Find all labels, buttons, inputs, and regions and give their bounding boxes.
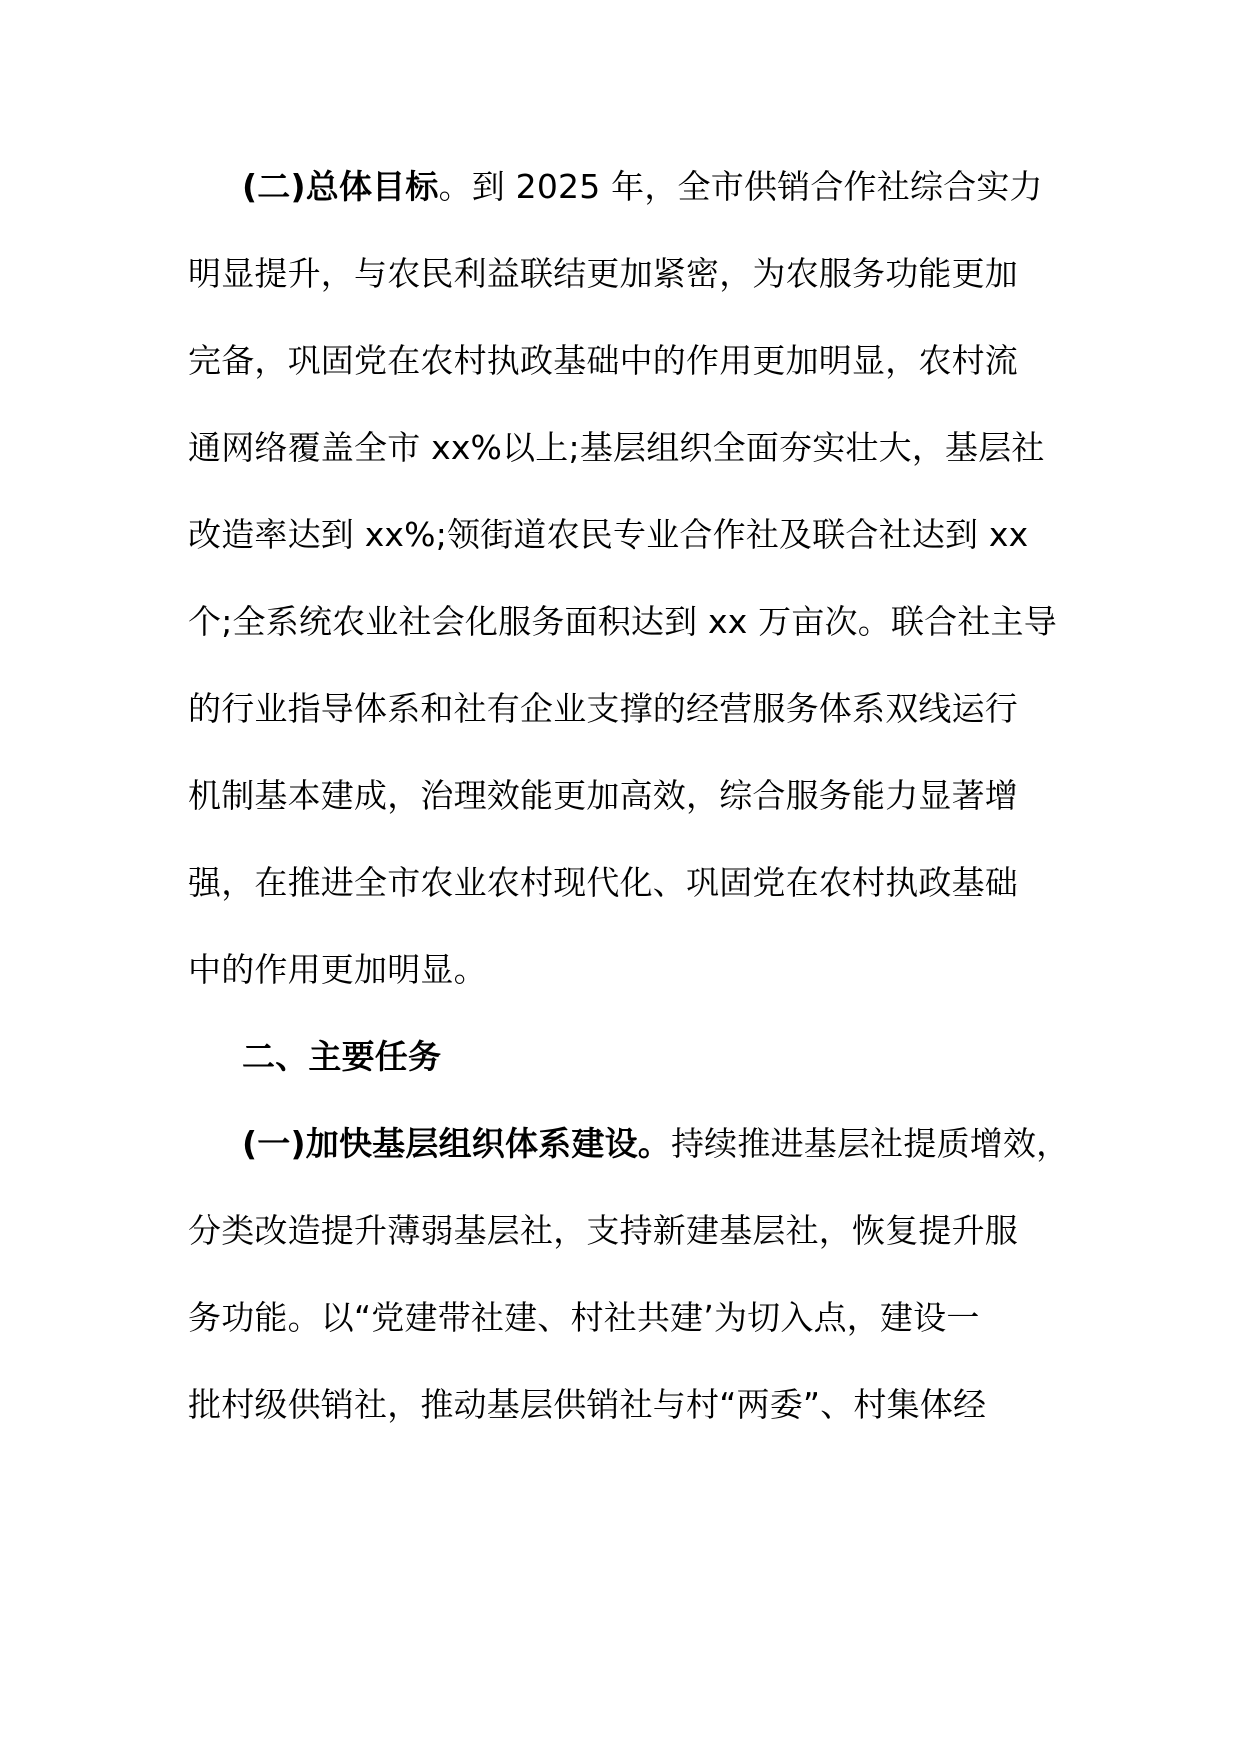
paragraph-line xyxy=(242,1114,1069,1174)
paragraph-line: 批村级供销社，推动基层供销社与村“两委”、村集体经 xyxy=(188,1385,987,1424)
paragraph-line: 通网络覆盖全市 xx%以上;基层组织全面夯实壮大，基层社 xyxy=(188,428,1045,467)
paragraph-line: 个;全系统农业社会化服务面积达到 xx 万亩次。联合社主导 xyxy=(188,602,1057,641)
paragraph-line: 务功能。以“党建带社建、村社共建’为切入点，建设一 xyxy=(188,1298,980,1337)
paragraph-line: 明显提升，与农民利益联结更加紧密，为农服务功能更加 xyxy=(188,254,1018,293)
paragraph-text: 持续推进基层社提质增效， xyxy=(670,1124,1070,1163)
paragraph-line: 的行业指导体系和社有企业支撑的经营服务体系双线运行 xyxy=(188,689,1018,728)
paragraph-line: 中的作用更加明显。 xyxy=(188,950,487,989)
paragraph-line: 强，在推进全市农业农村现代化、巩固党在农村执政基础 xyxy=(188,863,1018,902)
subsection-heading-grassroots: (一)加快基层组织体系建设。 xyxy=(242,1124,671,1163)
paragraph-line: 机制基本建成，治理效能更加高效，综合服务能力显著增 xyxy=(188,776,1018,815)
paragraph-line: 完备，巩固党在农村执政基础中的作用更加明显，农村流 xyxy=(188,341,1018,380)
paragraph-line xyxy=(242,157,1043,217)
paragraph-line: 改造率达到 xx%;领街道农民专业合作社及联合社达到 xx xyxy=(188,515,1029,554)
paragraph-text: 。到 2025 年，全市供销合作社综合实力 xyxy=(438,167,1043,206)
paragraph-line: 分类改造提升薄弱基层社，支持新建基层社，恢复提升服 xyxy=(188,1211,1018,1250)
section-title-main-tasks: 二、主要任务 xyxy=(242,1037,442,1076)
subsection-heading-overall-goal: (二)总体目标 xyxy=(242,167,439,206)
